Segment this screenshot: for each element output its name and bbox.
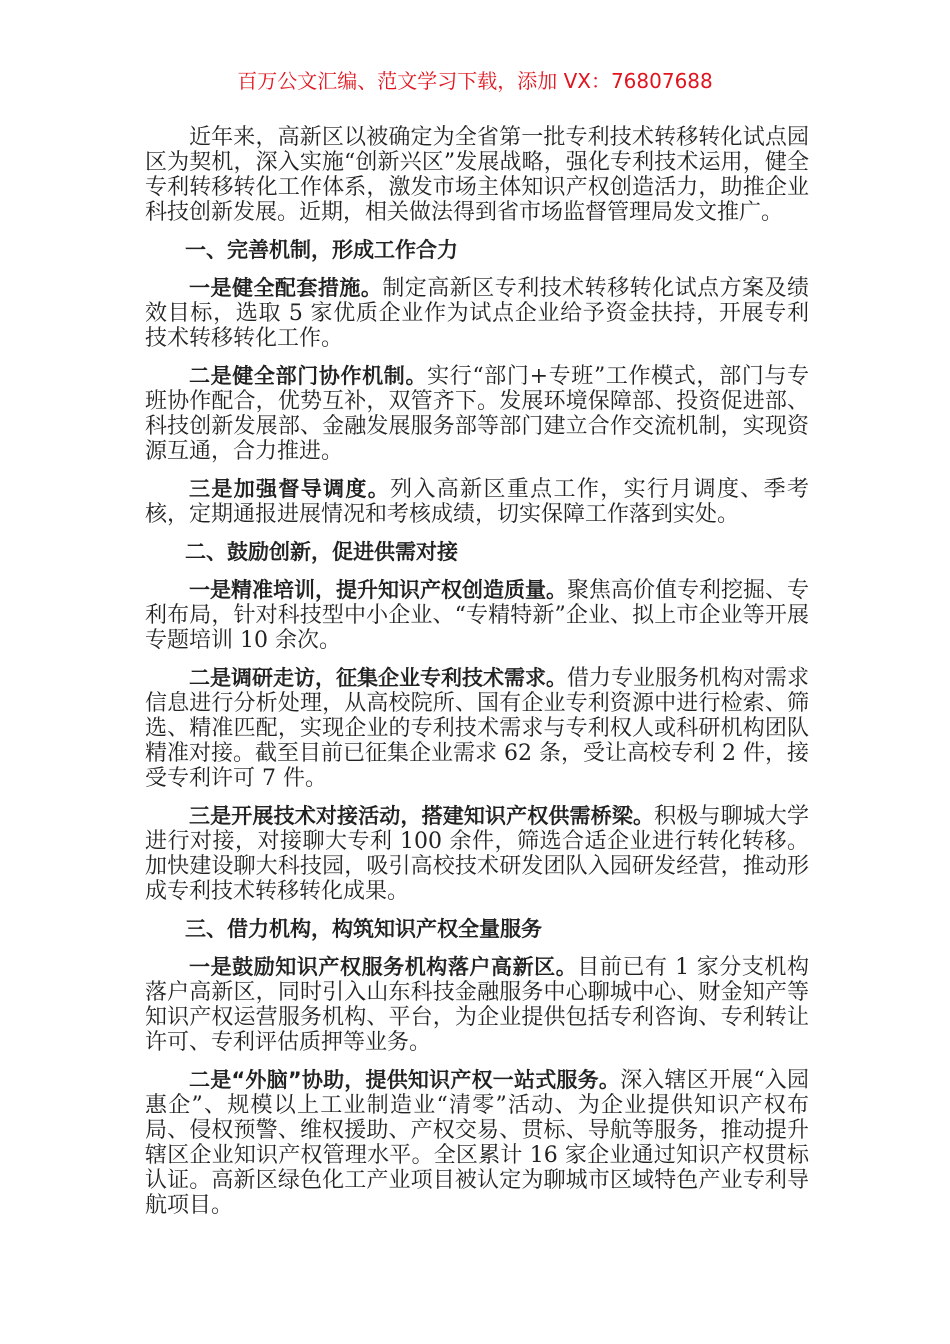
paragraph-lead: 二是调研走访，征集企业专利技术需求。	[189, 666, 567, 690]
paragraph-lead: 二是“外脑”协助，提供知识产权一站式服务。	[189, 1068, 621, 1092]
paragraph	[145, 364, 809, 464]
paragraph	[145, 477, 809, 527]
section-heading: 一、完善机制，形成工作合力	[185, 238, 458, 262]
paragraph-lead: 一是鼓励知识产权服务机构落户高新区。	[189, 955, 578, 979]
paragraph	[145, 666, 809, 791]
paragraph-lead: 三是加强督导调度。	[189, 477, 391, 501]
paragraph	[145, 955, 809, 1055]
paragraph	[145, 276, 809, 351]
paragraph	[145, 578, 809, 653]
paragraph-lead: 三是开展技术对接活动，搭建知识产权供需桥梁。	[189, 804, 655, 828]
paragraph-body: 深入辖区开展“入园惠企”、规模以上工业制造业“清零”活动、为企业提供知识产权布局、侵权预警、维权援助、产权交易、贯标、导航等服务，推动提升辖区企业知识产权管理水平。全区累计 16 家企业通过知识产权贯标认证。高新区绿色化工产业项目被认定为聊城市区域特色产业专利导航项目。	[145, 1068, 810, 1218]
section-heading: 二、鼓励创新，促进供需对接	[185, 540, 458, 564]
header-banner: 百万公文汇编、范文学习下载，添加 VX：76807688	[237, 69, 713, 93]
paragraph-lead: 一是精准培训，提升知识产权创造质量。	[189, 578, 567, 602]
paragraph-body: 实行“部门+专班”工作模式，部门与专班协作配合，优势互补，双管齐下。发展环境保障部、投资促进部、科技创新发展部、金融发展服务部等部门建立合作交流机制，实现资源互通，合力推进。	[145, 364, 810, 464]
paragraph	[145, 1068, 809, 1218]
intro-paragraph: 近年来，高新区以被确定为全省第一批专利技术转移转化试点园区为契机，深入实施“创新兴区”发展战略，强化专利技术运用，健全专利转移转化工作体系，激发市场主体知识产权创造活力，助推企业科技创新发展。近期，相关做法得到省市场监督管理局发文推广。	[145, 125, 809, 225]
document-body	[145, 125, 809, 1231]
paragraph-body: 聚焦高价值专利挖掘、专利布局，针对科技型中小企业、“专精特新”企业、拟上市企业等开展专题培训 10 余次。	[145, 578, 810, 653]
paragraph-lead: 二是健全部门协作机制。	[189, 364, 428, 388]
section-heading: 三、借力机构，构筑知识产权全量服务	[185, 917, 542, 941]
paragraph-body: 制定高新区专利技术转移转化试点方案及绩效目标，选取 5 家优质企业作为试点企业给予资金扶持，开展专利技术转移转化工作。	[145, 276, 809, 351]
paragraph	[145, 804, 809, 904]
paragraph-body: 目前已有 1 家分支机构落户高新区，同时引入山东科技金融服务中心聊城中心、财金知产等知识产权运营服务机构、平台，为企业提供包括专利咨询、专利转让许可、专利评估质押等业务。	[145, 955, 810, 1055]
paragraph-body: 积极与聊城大学进行对接，对接聊大专利 100 余件，筛选合适企业进行转化转移。加快建设聊大科技园，吸引高校技术研发团队入园研发经营，推动形成专利技术转移转化成果。	[145, 804, 809, 904]
paragraph-lead: 一是健全配套措施。	[189, 276, 383, 300]
paragraph-body: 列入高新区重点工作，实行月调度、季考核，定期通报进展情况和考核成绩，切实保障工作落到实处。	[145, 477, 809, 527]
paragraph-body: 借力专业服务机构对需求信息进行分析处理，从高校院所、国有企业专利资源中进行检索、筛选、精准匹配，实现企业的专利技术需求与专利权人或科研机构团队精准对接。截至目前已征集企业需求 62 条，受让高校专利 2 件，接受专利许可 7 件。	[145, 666, 810, 791]
